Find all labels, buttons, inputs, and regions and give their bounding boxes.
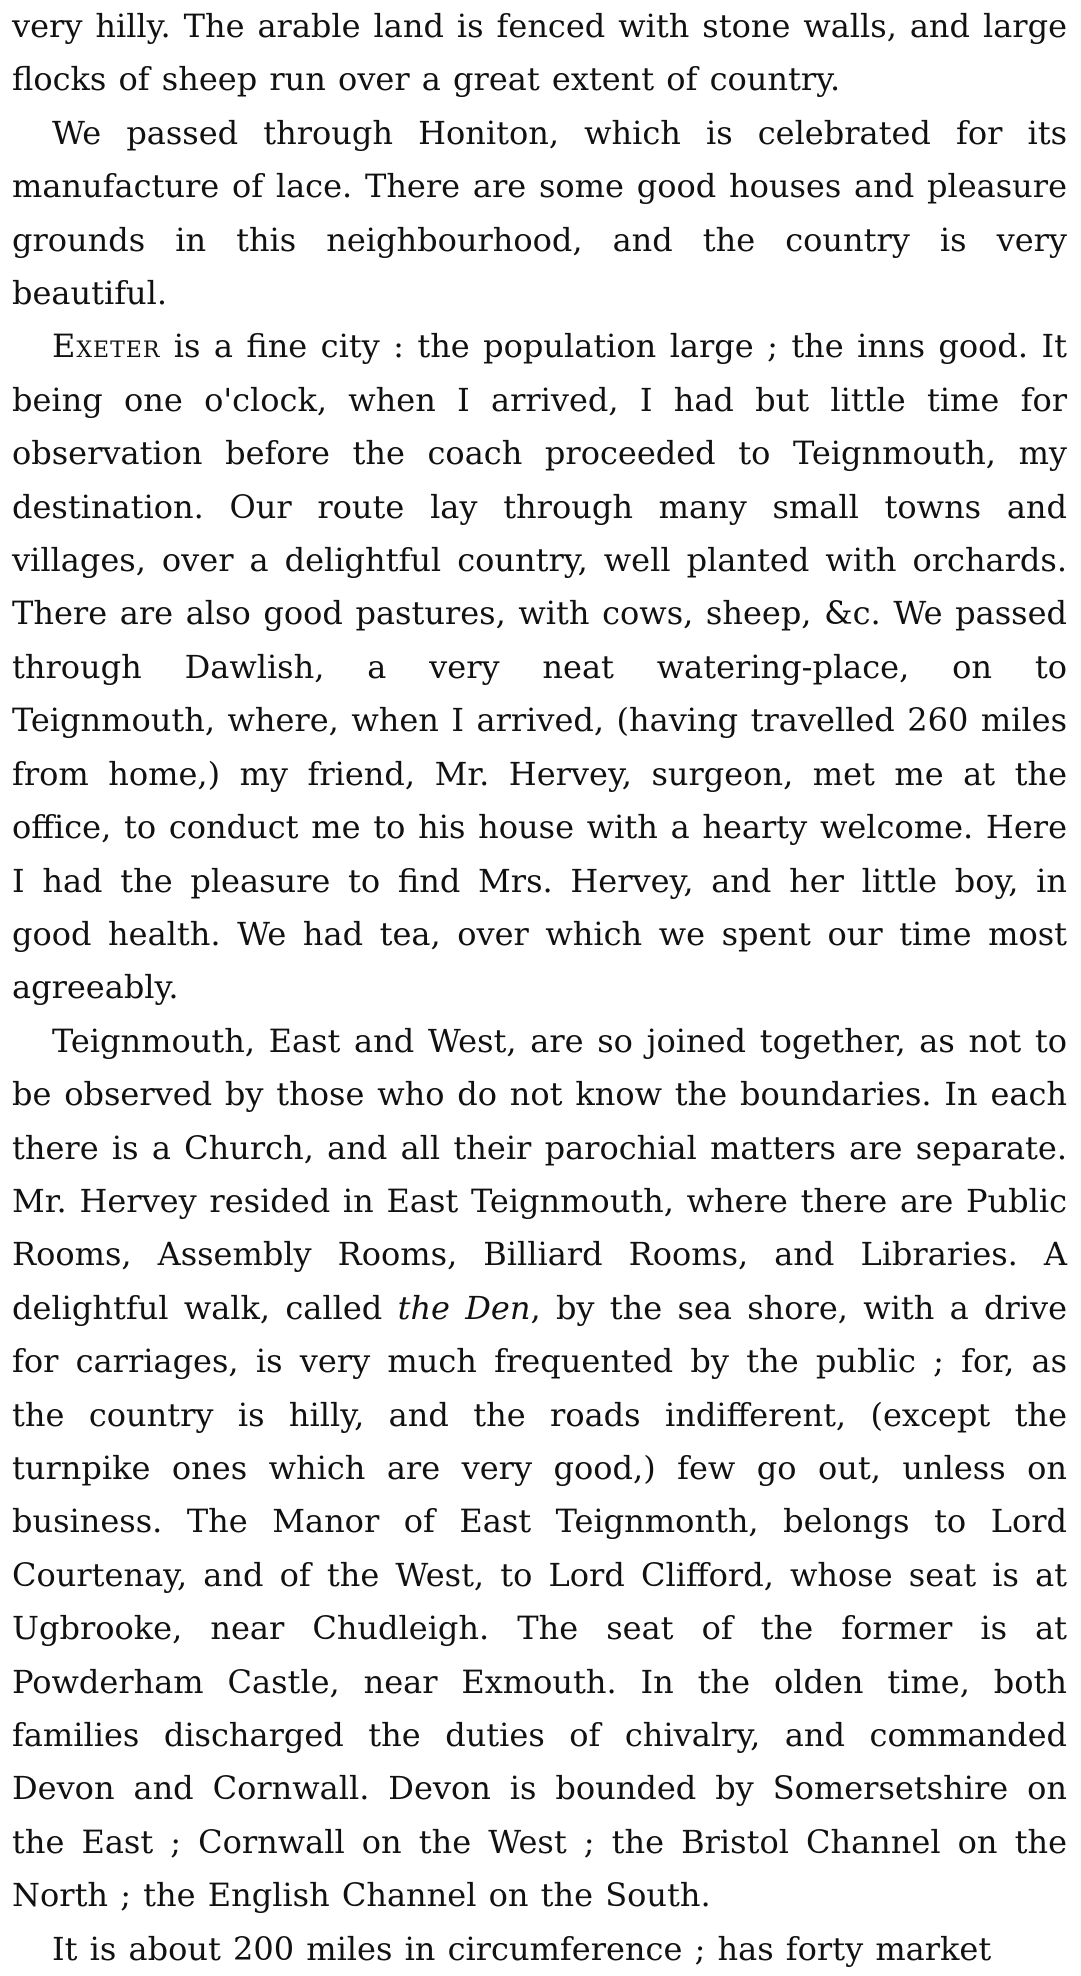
paragraph-1 [12,0,1067,107]
paragraph-1-text: very hilly. The arable land is fenced with stone walls, and large flocks of sheep run over a great extent of country. [12,7,1067,99]
paragraph-4-text-b: , by the sea shore, with a drive for carriages, is very much frequented by the public ; for, as the country is hilly, and the roads indifferent, (except the turnpike ones which are very good,) few go out, unless on business. The Manor of East Teignmonth, belongs to Lord Courtenay, and of the West, to Lord Clifford, whose seat is at Ugbrooke, near Chudleigh. The seat of the former is at Powderham Castle, near Exmouth. In the olden time, both families discharged the duties of chivalry, and commanded Devon and Cornwall. Devon is bounded by Somersetshire on the East ; Cornwall on the West ; the Bristol Channel on the North ; the English Channel on the South. [12,1288,1068,1915]
paragraph-3 [12,320,1067,1014]
paragraph-4-the-den: the Den [397,1288,531,1327]
book-page [12,0,1068,1968]
paragraph-2 [12,107,1067,321]
paragraph-4 [12,1015,1067,1923]
paragraph-5-text: It is about 200 miles in circumference ; has forty market [52,1929,992,1968]
paragraph-3-text: is a fine city : the population large ; the inns good. It being one o'clock, when I arrived, I had but little time for observation before the coach proceeded to Teignmouth, my destination. Our route lay through many small towns and villages, over a delightful country, well planted with orchards. There are also good pastures, with cows, sheep, &c. We passed through Dawlish, a very neat watering-place, on to Teignmouth, where, when I arrived, (having travelled 260 miles from home,) my friend, Mr. Hervey, surgeon, met me at the office, to conduct me to his house with a hearty welcome. Here I had the pleasure to find Mrs. Hervey, and her little boy, in good health. We had tea, over which we spent our time most agreeably. [12,327,1067,1007]
paragraph-5 [12,1923,1067,1976]
paragraph-3-exeter: Exeter [52,327,161,366]
paragraph-4-text-a: Teignmouth, East and West, are so joined together, as not to be observed by those who do not know the boundaries. In each there is a Church, and all their parochial matters are separate. Mr. Hervey resided in East Teignmouth, where there are Public Rooms, Assembly Rooms, Billiard Rooms, and Libraries. A delightful walk, called [12,1021,1067,1327]
paragraph-2-text: We passed through Honiton, which is celebrated for its manufacture of lace. There are some good houses and pleasure grounds in this neighbourhood, and the country is very beautiful. [12,113,1067,313]
